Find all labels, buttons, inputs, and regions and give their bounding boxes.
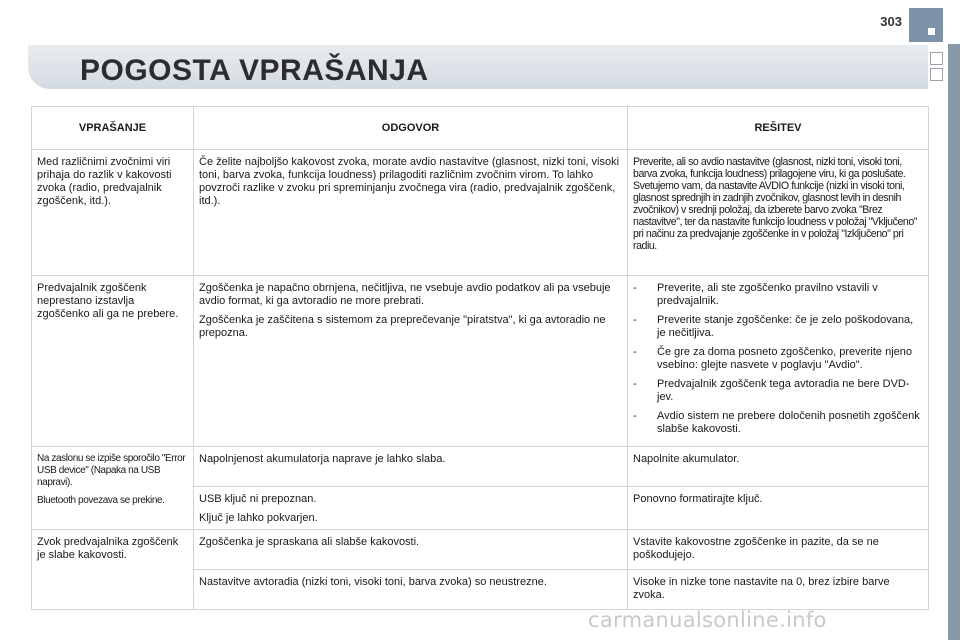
solution-cell: Preverite, ali so avdio nastavitve (glasnost, nizki toni, visoki toni, barva zvoka, funkcija loudness) prilagojene viru, ki ga poslušate. Svetujemo vam, da nastavite AVDIO funkcije (nizki in visoki toni, glasnost sprednjih in zadnjih zvočnikov, glasnost levih in desnih zvočnikov) v srednji položaj, da izberete barvo zvoka "Brez nastavitve", ter da nastavite funkcijo loudness v položaj "Vključeno" pri načinu za predvajanje zgoščenke in v položaj "Izključeno" pri radiu. bbox=[628, 150, 929, 276]
list-item-text: Preverite stanje zgoščenke: če je zelo poškodovana, je nečitljiva. bbox=[657, 314, 914, 339]
question-cell: Predvajalnik zgoščenk neprestano izstavlja zgoščenko ali ga ne prebere. bbox=[32, 276, 194, 447]
list-item bbox=[633, 410, 923, 436]
list-item-text: Če gre za doma posneto zgoščenko, preverite njeno vsebino: glejte nasvete v poglavju "Avdio". bbox=[657, 346, 912, 371]
table-row bbox=[32, 150, 929, 276]
answer-paragraph: Ključ je lahko pokvarjen. bbox=[199, 512, 318, 524]
answer-paragraph: USB ključ ni prepoznan. bbox=[199, 493, 317, 505]
page-title: POGOSTA VPRAŠANJA bbox=[80, 54, 429, 87]
answer-cell: Če želite najboljšo kakovost zvoka, morate avdio nastavitve (glasnost, nizki toni, visoki toni, barva zvoka, funkcija loudness) prilagoditi različnim zvočnim virom. To lahko povzroči razlike v zvoku pri spreminjanju zvočnega vira (radio, predvajalnik zgoščenk, itd.). bbox=[194, 150, 628, 276]
solution-cell bbox=[628, 276, 929, 447]
dash-bullet: - bbox=[633, 378, 637, 390]
table-row bbox=[32, 276, 929, 447]
list-item bbox=[633, 346, 923, 372]
side-chapter-bar bbox=[948, 44, 960, 640]
answer-cell: Napolnjenost akumulatorja naprave je lahko slaba. bbox=[194, 447, 628, 487]
answer-paragraph: Zgoščenka je napačno obrnjena, nečitljiva, ne vsebuje avdio podatkov ali pa vsebuje avdio format, ki ga avtoradio ne more prebrati. bbox=[199, 282, 611, 307]
header-solution: REŠITEV bbox=[628, 107, 929, 150]
answer-cell: Nastavitve avtoradia (nizki toni, visoki toni, barva zvoka) so neustrezne. bbox=[194, 570, 628, 610]
answer-cell bbox=[194, 276, 628, 447]
list-item bbox=[633, 314, 923, 340]
solution-cell: Visoke in nizke tone nastavite na 0, brez izbire barve zvoka. bbox=[628, 570, 929, 610]
table-row bbox=[32, 447, 929, 487]
dash-bullet: - bbox=[633, 346, 637, 358]
corner-tab-dot bbox=[928, 28, 935, 35]
side-tab-box-2 bbox=[930, 68, 943, 81]
answer-paragraph: Zgoščenka je zaščitena s sistemom za preprečevanje "piratstva", ki ga avtoradio ne prepozna. bbox=[199, 314, 606, 339]
question-paragraph: Na zaslonu se izpiše sporočilo "Error USB device" (Napaka na USB napravi). bbox=[37, 453, 186, 488]
question-cell bbox=[32, 447, 194, 530]
side-tab-box-1 bbox=[930, 52, 943, 65]
table-row bbox=[32, 530, 929, 570]
list-item bbox=[633, 378, 923, 404]
question-cell: Med različnimi zvočnimi viri prihaja do razlik v kakovosti zvoka (radio, predvajalnik zgoščenk, itd.). bbox=[32, 150, 194, 276]
list-item bbox=[633, 282, 923, 308]
dash-bullet: - bbox=[633, 410, 637, 422]
page-number: 303 bbox=[880, 14, 902, 29]
watermark-text: carmanualsonline.info bbox=[588, 608, 827, 632]
answer-cell bbox=[194, 487, 628, 530]
header-answer: ODGOVOR bbox=[194, 107, 628, 150]
dash-bullet: - bbox=[633, 282, 637, 294]
answer-cell: Zgoščenka je spraskana ali slabše kakovosti. bbox=[194, 530, 628, 570]
solution-cell: Ponovno formatirajte ključ. bbox=[628, 487, 929, 530]
question-paragraph: Bluetooth povezava se prekine. bbox=[37, 495, 165, 506]
solution-list bbox=[633, 282, 923, 436]
table-header-row bbox=[32, 107, 929, 150]
solution-cell: Napolnite akumulator. bbox=[628, 447, 929, 487]
faq-table bbox=[31, 106, 929, 610]
dash-bullet: - bbox=[633, 314, 637, 326]
corner-tab-marker bbox=[909, 8, 943, 42]
question-cell: Zvok predvajalnika zgoščenk je slabe kakovosti. bbox=[32, 530, 194, 610]
list-item-text: Preverite, ali ste zgoščenko pravilno vstavili v predvajalnik. bbox=[657, 282, 878, 307]
header-question: VPRAŠANJE bbox=[32, 107, 194, 150]
solution-cell: Vstavite kakovostne zgoščenke in pazite, da se ne poškodujejo. bbox=[628, 530, 929, 570]
list-item-text: Predvajalnik zgoščenk tega avtoradia ne bere DVD-jev. bbox=[657, 378, 910, 403]
list-item-text: Avdio sistem ne prebere določenih posnetih zgoščenk slabše kakovosti. bbox=[657, 410, 920, 435]
